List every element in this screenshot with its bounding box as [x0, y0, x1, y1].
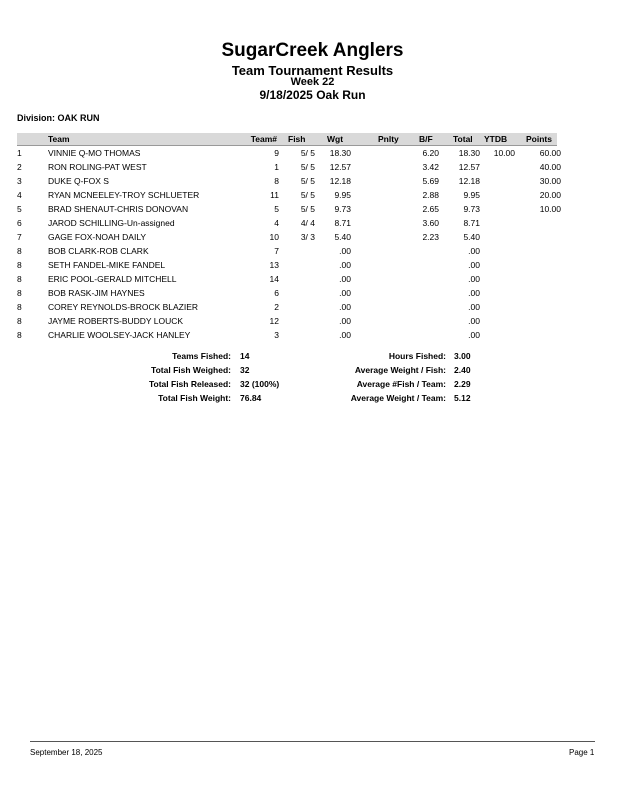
- cell-total: 12.57: [458, 162, 480, 172]
- cell-place: 8: [17, 316, 22, 326]
- table-row: [17, 147, 562, 161]
- cell-team-num: 11: [270, 190, 279, 200]
- cell-bf: 5.69: [422, 176, 439, 186]
- table-row: [17, 189, 562, 203]
- col-header-pnlty: Pnlty: [378, 134, 399, 144]
- cell-total: 9.73: [463, 204, 480, 214]
- cell-place: 4: [17, 190, 22, 200]
- cell-bf: 2.88: [422, 190, 439, 200]
- cell-total: 9.95: [463, 190, 480, 200]
- cell-total: 5.40: [463, 232, 480, 242]
- table-row: [17, 287, 562, 301]
- summary-value: 2.40: [454, 365, 471, 375]
- summary-value: 14: [240, 351, 250, 361]
- summary-label: Average #Fish / Team:: [356, 379, 446, 389]
- cell-team-num: 2: [274, 302, 279, 312]
- cell-place: 1: [17, 148, 22, 158]
- cell-team-num: 4: [274, 218, 279, 228]
- footer-page: Page 1: [569, 748, 595, 757]
- cell-team-num: 9: [274, 148, 279, 158]
- table-row: [17, 161, 562, 175]
- cell-wgt: 8.71: [334, 218, 351, 228]
- cell-points: 10.00: [539, 204, 561, 214]
- summary-label: Total Fish Released:: [148, 379, 231, 389]
- col-header-total: Total: [453, 134, 473, 144]
- cell-fish: 5/ 5: [300, 190, 315, 200]
- cell-place: 5: [17, 204, 22, 214]
- cell-place: 8: [17, 274, 22, 284]
- cell-place: 8: [17, 246, 22, 256]
- cell-team: COREY REYNOLDS-BROCK BLAZIER: [48, 302, 199, 312]
- results-table-header: [17, 133, 557, 146]
- col-header-fish: Fish: [288, 134, 306, 144]
- cell-team: JAYME ROBERTS-BUDDY LOUCK: [48, 316, 184, 326]
- cell-total: 12.18: [458, 176, 480, 186]
- col-header-points: Points: [526, 134, 552, 144]
- cell-team-num: 3: [274, 330, 279, 340]
- cell-place: 3: [17, 176, 22, 186]
- cell-wgt: 18.30: [329, 148, 351, 158]
- summary-label: Total Fish Weight:: [158, 393, 231, 403]
- col-header-team-num: Team#: [250, 134, 277, 144]
- cell-team: CHARLIE WOOLSEY-JACK HANLEY: [48, 330, 191, 340]
- cell-team-num: 14: [269, 274, 279, 284]
- cell-team-num: 10: [269, 232, 279, 242]
- summary-value: 32: [240, 365, 250, 375]
- cell-total: 18.30: [458, 148, 480, 158]
- summary-value: 2.29: [454, 379, 471, 389]
- cell-wgt: .00: [339, 302, 351, 312]
- cell-team: DUKE Q-FOX S: [48, 176, 109, 186]
- cell-team: RYAN MCNEELEY-TROY SCHLUETER: [48, 190, 200, 200]
- cell-team: GAGE FOX-NOAH DAILY: [48, 232, 147, 242]
- cell-place: 8: [17, 302, 22, 312]
- cell-wgt: .00: [339, 330, 351, 340]
- cell-wgt: .00: [339, 288, 351, 298]
- cell-place: 6: [17, 218, 22, 228]
- summary-label: Average Weight / Fish:: [354, 365, 446, 375]
- cell-total: 8.71: [463, 218, 480, 228]
- report-week: Week 22: [290, 76, 335, 88]
- cell-total: .00: [468, 302, 480, 312]
- cell-bf: 2.65: [422, 204, 439, 214]
- table-row: [17, 259, 562, 273]
- table-row: [17, 273, 562, 287]
- footer-divider: [30, 741, 595, 742]
- report-title: Team Tournament Results: [231, 63, 394, 78]
- cell-fish: 5/ 5: [300, 162, 315, 172]
- cell-team-num: 8: [274, 176, 279, 186]
- cell-fish: 5/ 5: [300, 148, 315, 158]
- cell-points: 60.00: [539, 148, 561, 158]
- footer-date: September 18, 2025: [30, 748, 103, 757]
- cell-team-num: 1: [274, 162, 279, 172]
- table-row: [17, 217, 562, 231]
- summary-value: 76.84: [240, 393, 262, 403]
- cell-team: RON ROLING-PAT WEST: [48, 162, 147, 172]
- report-club-title: SugarCreek Anglers: [221, 40, 404, 61]
- cell-place: 8: [17, 260, 22, 270]
- summary-label: Average Weight / Team:: [350, 393, 446, 403]
- summary-label: Teams Fished:: [172, 351, 231, 361]
- cell-ytdb: 10.00: [493, 148, 515, 158]
- col-header-ytdb: YTDB: [484, 134, 508, 144]
- cell-place: 8: [17, 288, 22, 298]
- cell-team: BOB RASK-JIM HAYNES: [48, 288, 145, 298]
- col-header-wgt: Wgt: [327, 134, 344, 144]
- table-row: [17, 231, 562, 245]
- cell-total: .00: [468, 330, 480, 340]
- cell-points: 40.00: [539, 162, 561, 172]
- table-row: [17, 301, 562, 315]
- col-header-bf: B/F: [419, 134, 433, 144]
- cell-bf: 6.20: [422, 148, 439, 158]
- cell-wgt: 12.57: [329, 162, 351, 172]
- cell-team: JAROD SCHILLING-Un-assigned: [48, 218, 175, 228]
- cell-team-num: 7: [274, 246, 279, 256]
- cell-total: .00: [468, 288, 480, 298]
- cell-fish: 3/ 3: [300, 232, 315, 242]
- cell-wgt: 5.40: [334, 232, 351, 242]
- cell-team: BOB CLARK-ROB CLARK: [48, 246, 149, 256]
- table-row: [17, 315, 562, 329]
- table-row: [17, 203, 562, 217]
- cell-wgt: .00: [339, 260, 351, 270]
- cell-team: BRAD SHENAUT-CHRIS DONOVAN: [48, 204, 189, 214]
- cell-wgt: 12.18: [329, 176, 351, 186]
- cell-total: .00: [468, 274, 480, 284]
- cell-total: .00: [468, 260, 480, 270]
- summary-value: 3.00: [454, 351, 471, 361]
- cell-total: .00: [468, 246, 480, 256]
- cell-team: VINNIE Q-MO THOMAS: [48, 148, 141, 158]
- cell-team-num: 5: [274, 204, 279, 214]
- cell-total: .00: [468, 316, 480, 326]
- cell-wgt: 9.73: [334, 204, 351, 214]
- col-header-team: Team: [48, 134, 70, 144]
- cell-team-num: 13: [269, 260, 279, 270]
- table-row: [17, 329, 562, 343]
- cell-fish: 4/ 4: [300, 218, 315, 228]
- cell-wgt: 9.95: [334, 190, 351, 200]
- cell-points: 20.00: [539, 190, 561, 200]
- report-event: 9/18/2025 Oak Run: [259, 88, 366, 102]
- summary-label: Hours Fished:: [388, 351, 446, 361]
- cell-team-num: 12: [269, 316, 279, 326]
- summary-label: Total Fish Weighed:: [151, 365, 231, 375]
- summary-value: 5.12: [454, 393, 471, 403]
- cell-bf: 2.23: [422, 232, 439, 242]
- cell-bf: 3.42: [422, 162, 439, 172]
- cell-fish: 5/ 5: [300, 176, 315, 186]
- cell-wgt: .00: [339, 316, 351, 326]
- results-table-body: [17, 147, 562, 343]
- cell-team: ERIC POOL-GERALD MITCHELL: [48, 274, 177, 284]
- division-label: Division: OAK RUN: [17, 113, 100, 123]
- cell-bf: 3.60: [422, 218, 439, 228]
- cell-team: SETH FANDEL-MIKE FANDEL: [48, 260, 166, 270]
- cell-team-num: 6: [274, 288, 279, 298]
- cell-place: 7: [17, 232, 22, 242]
- table-row: [17, 175, 562, 189]
- summary-value: 32 (100%): [240, 379, 280, 389]
- cell-points: 30.00: [539, 176, 561, 186]
- cell-fish: 5/ 5: [300, 204, 315, 214]
- cell-wgt: .00: [339, 246, 351, 256]
- cell-place: 2: [17, 162, 22, 172]
- table-row: [17, 245, 562, 259]
- cell-wgt: .00: [339, 274, 351, 284]
- cell-place: 8: [17, 330, 22, 340]
